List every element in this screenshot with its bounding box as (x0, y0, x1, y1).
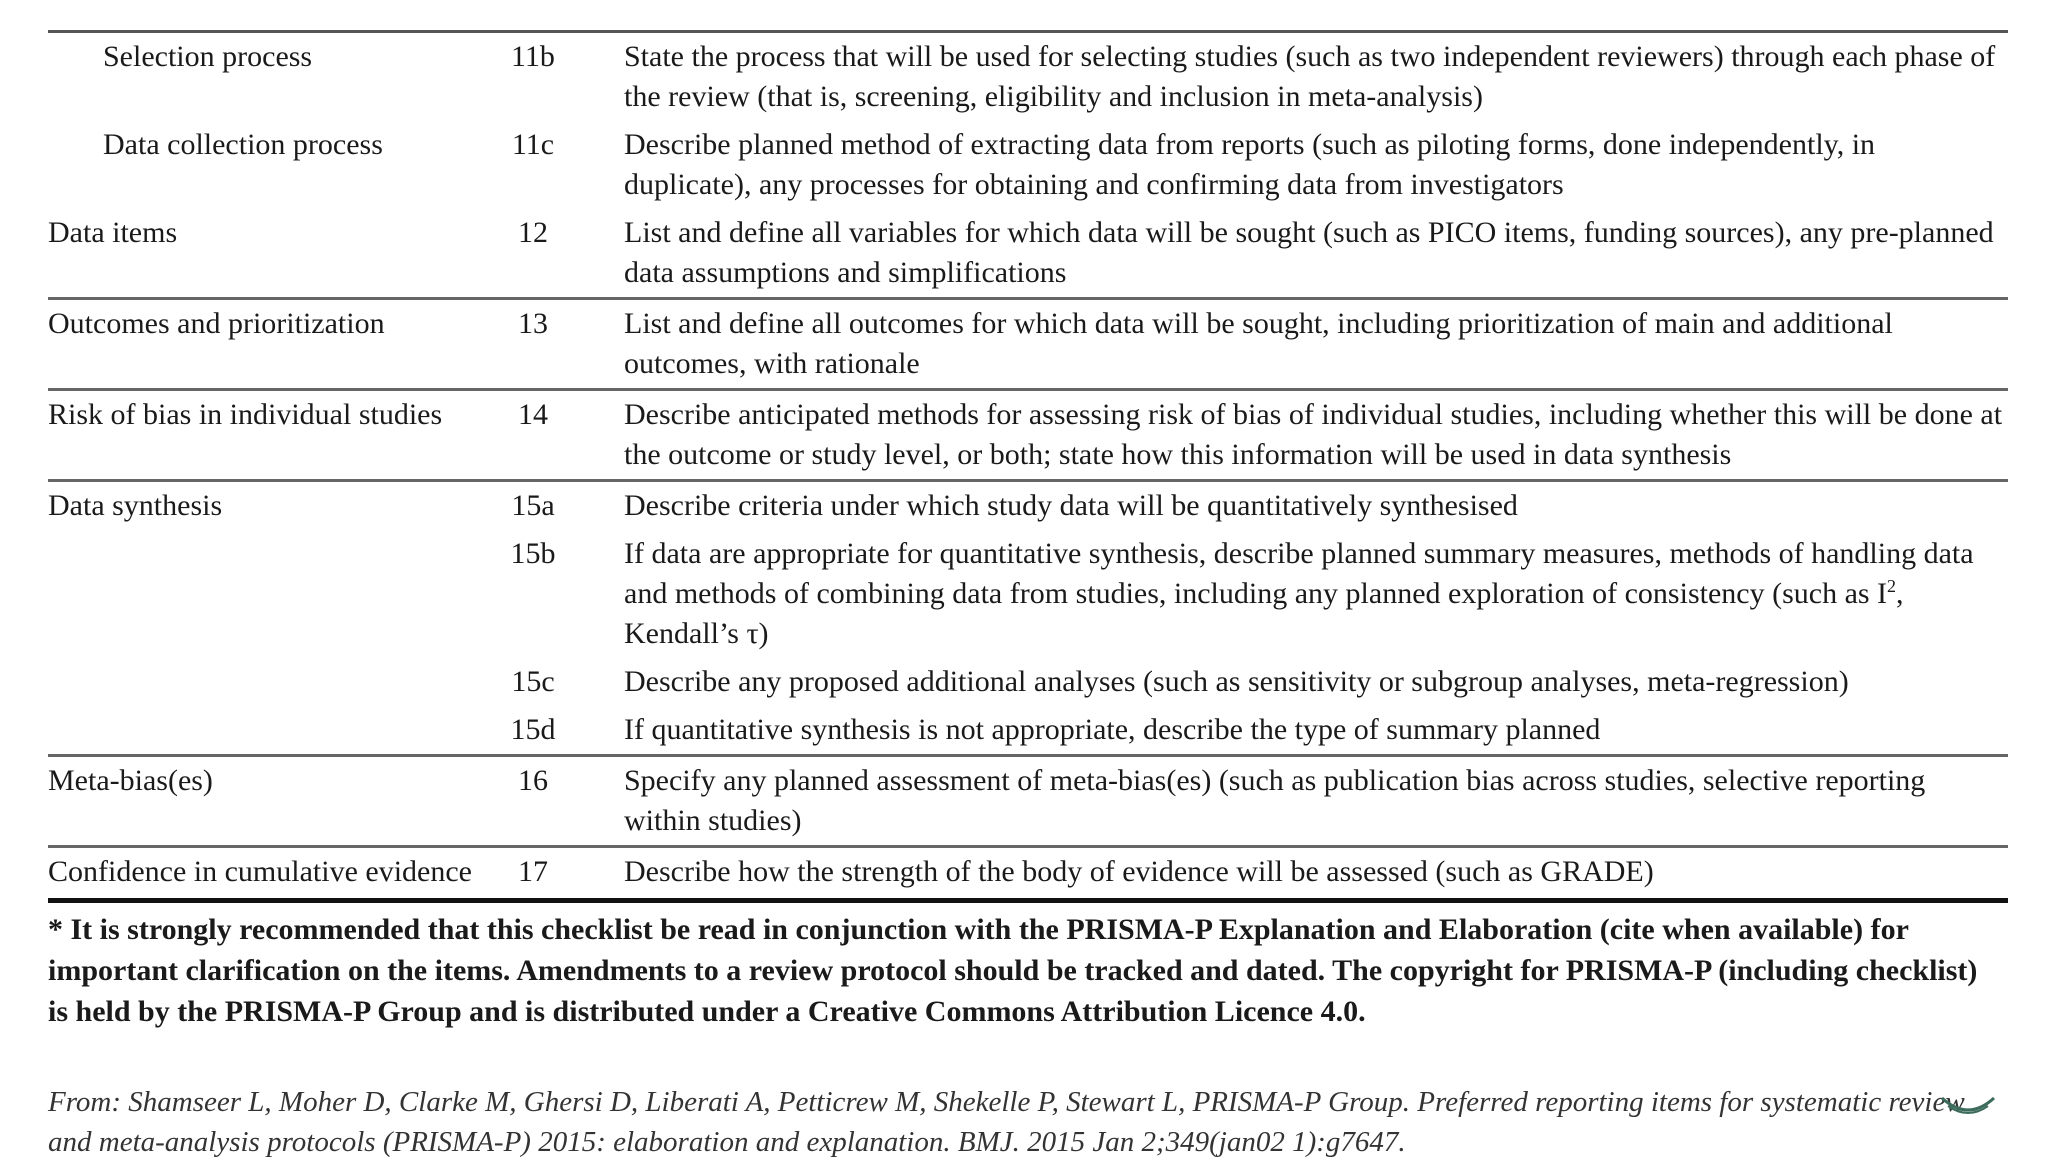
superscript: 2 (1887, 576, 1897, 596)
row-description: State the process that will be used for selecting studies (such as two independent reviewers) through each phase of the review (that is, screening, eligibility and inclusion in meta-analysis) (624, 40, 1996, 113)
row-topic (48, 706, 478, 756)
table-row (48, 658, 2008, 706)
prisma-p-checklist-table (48, 30, 2008, 903)
row-description: List and define all outcomes for which data will be sought, including prioritization of main and additional outcomes, with rationale (618, 299, 2008, 390)
table-row (48, 756, 2008, 847)
corner-logo-mark-icon (1938, 1092, 1998, 1118)
table-row (48, 530, 2008, 658)
row-topic: Data collection process (103, 128, 383, 161)
table-row (48, 847, 2008, 901)
row-topic: Meta-bias(es) (48, 756, 478, 847)
table-row (48, 121, 2008, 209)
row-topic: Outcomes and prioritization (48, 299, 478, 390)
row-item-number: 15b (510, 537, 556, 570)
row-description: Describe any proposed additional analyses (such as sensitivity or subgroup analyses, meta-regression) (624, 665, 1849, 698)
document-page (48, 30, 2008, 1162)
row-description-text: , Kendall’s τ) (624, 577, 1904, 650)
row-item-number: 11b (511, 40, 555, 73)
row-topic: Risk of bias in individual studies (48, 390, 478, 481)
row-description: List and define all variables for which data will be sought (such as PICO items, funding sources), any pre-planned data assumptions and simplifications (624, 216, 1994, 289)
row-description: Describe criteria under which study data will be quantitatively synthesised (618, 481, 2008, 531)
table-row (48, 32, 2008, 122)
checklist-footnote: * It is strongly recommended that this checklist be read in conjunction with the PRISMA-P Explanation and Elaboration (cite when available) for important clarification on the items. Amendments to a review protocol should be tracked and dated. The copyright for PRISMA-P (including checklist) is held by the PRISMA-P Group and is distributed under a Creative Commons Attribution Licence 4.0. (48, 913, 1978, 1028)
row-item-number: 15c (511, 665, 555, 698)
row-item-number: 16 (478, 756, 618, 847)
row-item-number: 11c (511, 128, 555, 161)
row-description-text: If data are appropriate for quantitative synthesis, describe planned summary measures, methods of handling data and methods of combining data from studies, including any planned exploration of consistency (such as I (624, 537, 1974, 610)
row-item-number: 13 (478, 299, 618, 390)
citation-source: From: Shamseer L, Moher D, Clarke M, Ghersi D, Liberati A, Petticrew M, Shekelle P, Stewart L, PRISMA-P Group. Preferred reporting items for systematic review and meta-analysis protocols (PRISMA-P) 2015: elaboration and explanation. BMJ. 2015 Jan 2;349(jan02 1):g7647. (48, 1086, 1965, 1158)
table-row (48, 209, 2008, 299)
row-description (618, 530, 2008, 658)
row-topic: Data items (48, 216, 178, 249)
row-description: Describe anticipated methods for assessing risk of bias of individual studies, including whether this will be done at the outcome or study level, or both; state how this information will be used in data synthesis (618, 390, 2008, 481)
row-description: Specify any planned assessment of meta-bias(es) (such as publication bias across studies, selective reporting within studies) (618, 756, 2008, 847)
row-description: If quantitative synthesis is not appropriate, describe the type of summary planned (624, 713, 1601, 746)
row-topic (48, 530, 478, 658)
table-row (48, 706, 2008, 756)
table-row (48, 481, 2008, 531)
table-row (48, 390, 2008, 481)
row-item-number: 15d (510, 713, 556, 746)
row-topic: Selection process (103, 40, 313, 73)
row-item-number: 12 (518, 216, 548, 249)
row-item-number: 14 (478, 390, 618, 481)
row-description: Describe planned method of extracting data from reports (such as piloting forms, done independently, in duplicate), any processes for obtaining and confirming data from investigators (624, 128, 1876, 201)
row-topic: Confidence in cumulative evidence (48, 847, 478, 901)
row-item-number: 15a (478, 481, 618, 531)
row-topic: Data synthesis (48, 481, 478, 531)
table-row (48, 299, 2008, 390)
row-description: Describe how the strength of the body of evidence will be assessed (such as GRADE) (618, 847, 2008, 901)
row-item-number: 17 (478, 847, 618, 901)
row-topic (48, 658, 478, 706)
